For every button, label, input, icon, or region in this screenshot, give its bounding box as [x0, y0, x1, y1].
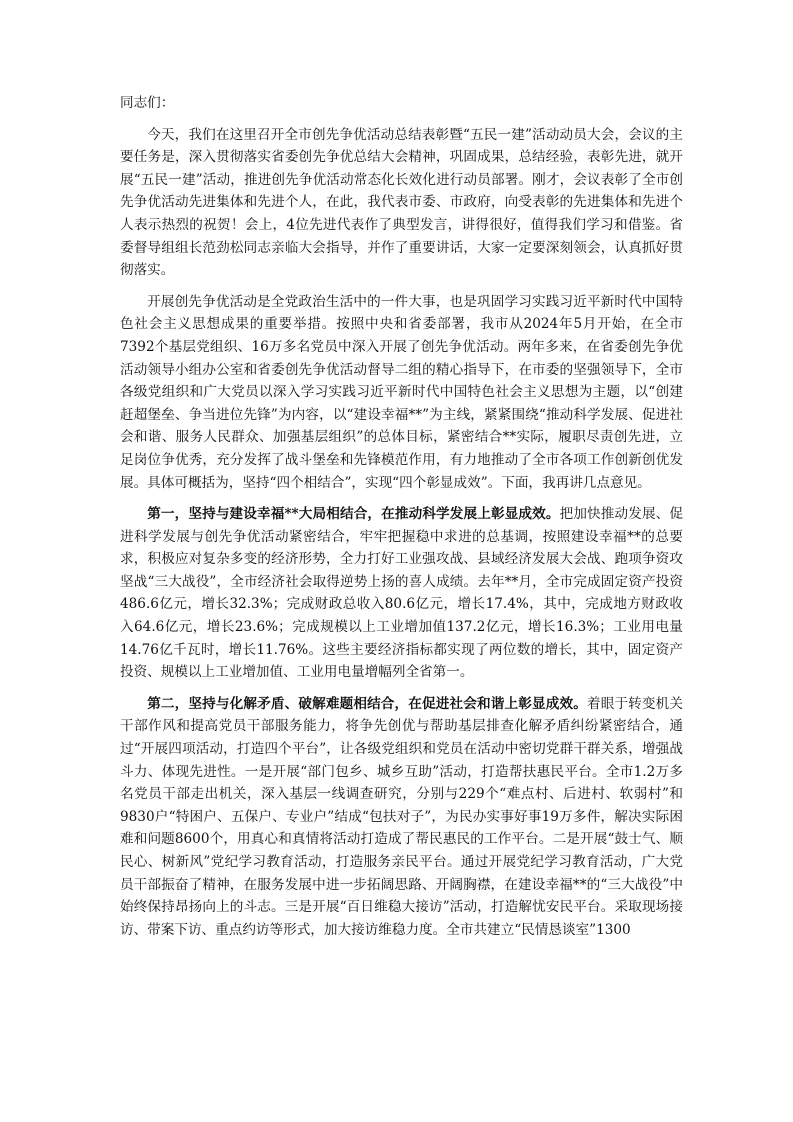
document-page	[120, 92, 683, 950]
paragraph-overview	[120, 291, 683, 494]
paragraph-lead: 第一，坚持与建设幸福**大局相结合，在推动科学发展上彰显成效。	[147, 506, 560, 523]
paragraph-lead: 第二，坚持与化解矛盾、破解难题相结合，在促进社会和谐上彰显成效。	[147, 695, 587, 712]
paragraph-text: 今天，我们在这里召开全市创先争优活动总结表彰暨“五民一建”活动动员大会，会议的主要任务是，深入贯彻落实省委创先争优总结大会精神，巩固成果，总结经验，表彰先进，就开展“五民一建”活动，推进创先争优活动常态化长效化进行动员部署。刚才，会议表彰了全市创先争优活动先进集体和先进个人，在此，我代表市委、市政府，向受表彰的先进集体和先进个人表示热烈的祝贺！会上，4位先进代表作了典型发言，讲得很好，值得我们学习和借鉴。省委督导组组长范劲松同志亲临大会指导，并作了重要讲话，大家一定要深刻领会，认真抓好贯彻落实。	[120, 126, 683, 279]
paragraph-text: 开展创先争优活动是全党政治生活中的一件大事，也是巩固学习实践习近平新时代中国特色社会主义思想成果的重要举措。按照中央和省委部署，我市从2024年5月开始，在全市7392个基层党组织、16万多名党员中深入开展了创先争优活动。两年多来，在省委创先争优活动领导小组办公室和省委创先争优活动督导二组的精心指导下，在市委的坚强领导下，全市各级党组织和广大党员以深入学习实践习近平新时代中国特色社会主义思想为主题，以“创建赶超堡垒、争当进位先锋”为内容，以“建设幸福**”为主线，紧紧围绕“推动科学发展、促进社会和谐、服务人民群众、加强基层组织”的总体目标，紧密结合**实际，履职尽责创先进，立足岗位争优秀，充分发挥了战斗堡垒和先锋模范作用，有力地推动了全市各项工作创新创优发展。具体可概括为，坚持“四个相结合”，实现“四个彰显成效”。下面，我再讲几点意见。	[120, 293, 683, 491]
paragraph-first-point	[120, 503, 683, 684]
paragraph-opening	[120, 124, 683, 282]
paragraph-second-point	[120, 693, 683, 942]
paragraph-text: 着眼于转变机关干部作风和提高党员干部服务能力，将争先创优与帮助基层排查化解矛盾纠纷紧密结合，通过“开展四项活动，打造四个平台”，让各级党组织和党员在活动中密切党群干群关系，增强战斗力、体现先进性。一是开展“部门包乡、城乡互助”活动，打造帮扶惠民平台。全市1.2万多名党员干部走出机关，深入基层一线调查研究，分别与229个“难点村、后进村、软弱村”和9830户“特困户、五保户、专业户”结成“包扶对子”，为民办实事好事19万多件，解决实际困难和问题8600个，用真心和真情将活动打造成了帮民惠民的工作平台。二是开展“鼓士气、顺民心、树新风”党纪学习教育活动，打造服务亲民平台。通过开展党纪学习教育活动，广大党员干部振奋了精神，在服务发展中进一步拓阔思路、开阔胸襟，在建设幸福**的“三大战役”中始终保持昂扬向上的斗志。三是开展“百日维稳大接访”活动，打造解忧安民平台。采取现场接访、带案下访、重点约访等形式，加大接访维稳力度。全市共建立“民情恳谈室”1300	[120, 695, 684, 938]
paragraph-text: 把加快推动发展、促进科学发展与创先争优活动紧密结合，牢牢把握稳中求进的总基调，按照建设幸福**的总要求，积极应对复杂多变的经济形势，全力打好工业强攻战、县域经济发展大会战、跑项争资攻坚战“三大战役”，全市经济社会取得逆势上扬的喜人成绩。去年**月，全市完成固定资产投资486.6亿元，增长32.3%；完成财政总收入80.6亿元，增长17.4%，其中，完成地方财政收入64.6亿元，增长23.6%；完成规模以上工业增加值137.2亿元，增长16.3%；工业用电量14.76亿千瓦时，增长11.76%。这些主要经济指标都实现了两位数的增长，其中，固定资产投资、规模以上工业增加值、工业用电量增幅列全省第一。	[120, 506, 683, 681]
salutation: 同志们：	[120, 95, 175, 111]
